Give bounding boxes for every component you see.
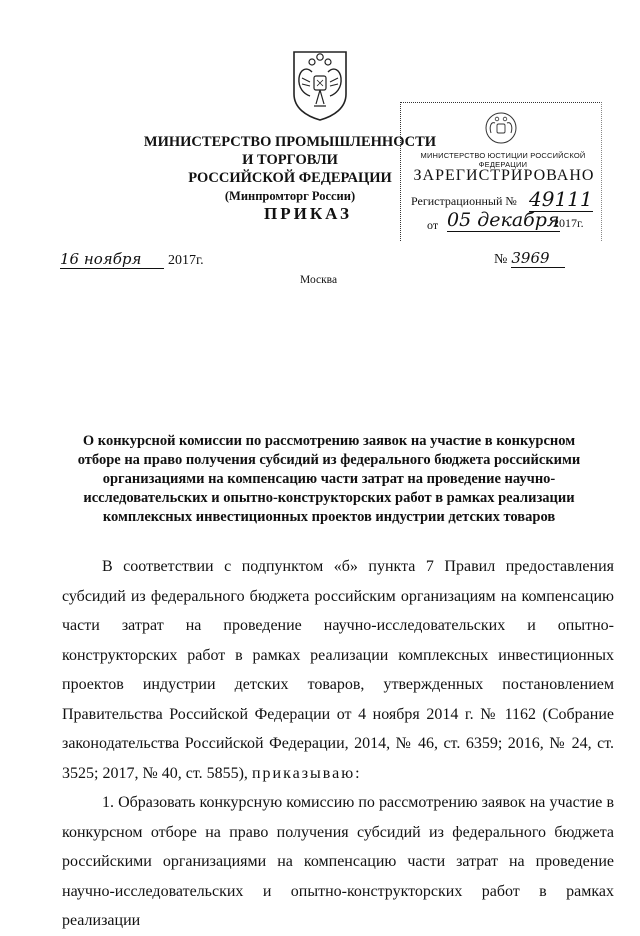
stamp-date: 05 декабря	[447, 209, 560, 231]
title-line: О конкурсной комиссии по рассмотрению заявок на участие в конкурсном	[82, 433, 576, 449]
title-line: отборе на право получения субсидий из федерального бюджета российскими	[77, 452, 581, 468]
coat-of-arms-icon	[290, 48, 350, 122]
order-city: Москва	[300, 274, 338, 286]
document-title	[64, 432, 594, 527]
title-line: организациями на компенсацию части затрат на проведение научно-	[102, 471, 556, 487]
registration-stamp	[400, 102, 602, 241]
preamble-text: В соответствии с подпунктом «б» пункта 7 Правил предоставления субсидий из федерального бюджета российским организациям на компенсацию части затрат на проведение научно-исследовательских и опытно-конструкторских работ в рамках реализации комплексных инвестиционных проектов индустрии детских товаров, утвержденных постановлением Правительства Российской Федерации от 4 ноября 2014 г. № 1162 (Собрание законодательства Российской Федерации, 2014, № 46, ст. 6359; 2016, № 24, ст. 3525; 2017, № 40, ст. 5855),	[62, 558, 614, 782]
order-number-label: №	[494, 252, 508, 267]
body-paragraph	[62, 552, 614, 788]
order-number	[494, 249, 565, 268]
ministry-short-name: (Минпромторг России)	[224, 189, 356, 203]
body-paragraph: 1. Образовать конкурсную комиссию по рассмотрению заявок на участие в конкурсном отборе на право получения субсидий из федерального бюджета российскими организациями на компенсацию части затрат на проведение научно-исследовательских и опытно-конструкторских работ в рамках реализации	[62, 794, 614, 929]
stamp-registered: ЗАРЕГИСТРИРОВАНО	[413, 167, 595, 184]
order-directive: приказываю:	[251, 764, 362, 782]
order-date	[60, 250, 204, 269]
stamp-ministry: МИНИСТЕРСТВО ЮСТИЦИИ РОССИЙСКОЙ ФЕДЕРАЦИИ	[420, 151, 586, 169]
stamp-from-label: от	[427, 218, 439, 232]
ministry-name-line2: РОССИЙСКОЙ ФЕДЕРАЦИИ	[188, 170, 392, 186]
order-year: 2017г.	[168, 253, 204, 268]
stamp-reg-label: Регистрационный №	[411, 194, 517, 208]
order-number-value: 3969	[511, 249, 565, 268]
ministry-header	[140, 133, 440, 205]
stamp-eagle-icon	[483, 111, 519, 145]
title-line: исследовательских и опытно-конструкторских работ в рамках реализации	[83, 490, 575, 506]
document-type: ПРИКАЗ	[264, 204, 352, 223]
title-line: комплексных инвестиционных проектов индустрии детских товаров	[102, 509, 556, 525]
stamp-year: 2017г.	[553, 216, 584, 230]
stamp-reg-number: 49111	[529, 187, 593, 211]
ministry-name-line1: МИНИСТЕРСТВО ПРОМЫШЛЕННОСТИ И ТОРГОВЛИ	[143, 134, 437, 168]
document-body	[62, 552, 614, 936]
order-date-handwritten: 16 ноября	[60, 250, 164, 269]
